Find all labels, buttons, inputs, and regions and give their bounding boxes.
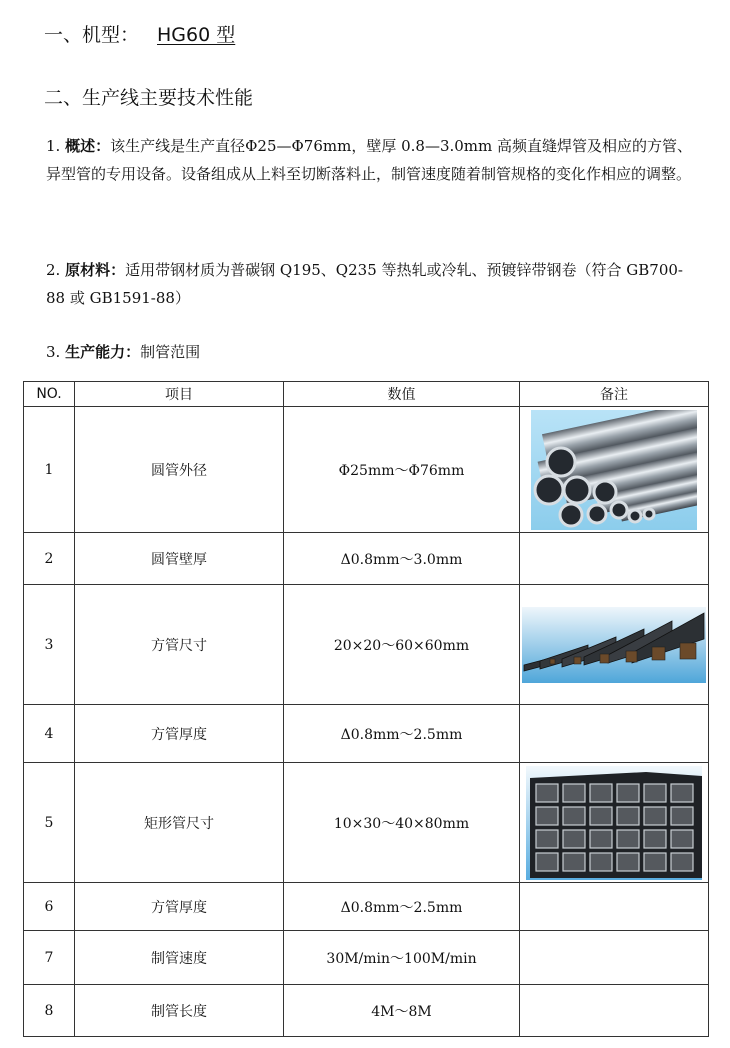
row-value: 20×20～60×60mm <box>284 585 520 705</box>
table-row <box>24 931 709 985</box>
table-row <box>24 533 709 585</box>
row-remark <box>520 985 709 1037</box>
row-item: 矩形管尺寸 <box>75 763 284 883</box>
model-name: HG60 型 <box>157 24 236 46</box>
header-item: 项目 <box>75 382 284 407</box>
square-tubes-photo <box>522 607 706 683</box>
table-row <box>24 763 709 883</box>
section-text: 适用带钢材质为普碳钢 Q195、Q235 等热轧或冷轧、预镀锌带钢卷（符合 GB700-88 或 GB1591-88） <box>46 261 683 307</box>
row-item: 方管厚度 <box>75 705 284 763</box>
section-label: 生产能力： <box>65 343 141 361</box>
row-item: 圆管壁厚 <box>75 533 284 585</box>
row-value: 4M～8M <box>284 985 520 1037</box>
section-raw-material <box>46 256 694 312</box>
row-item: 方管厚度 <box>75 883 284 931</box>
table-row <box>24 407 709 533</box>
section-number: 3. <box>46 343 61 361</box>
heading-model <box>44 20 235 47</box>
row-remark <box>520 533 709 585</box>
section-number: 1. <box>46 137 61 155</box>
section-text: 该生产线是生产直径Φ25—Φ76mm，壁厚 0.8—3.0mm 高频直缝焊管及相应的方管、异型管的专用设备。设备组成从上料至切断落料止，制管速度随着制管规格的变化作相应的调整。 <box>46 137 693 183</box>
row-no: 3 <box>24 585 75 705</box>
row-item: 圆管外径 <box>75 407 284 533</box>
row-no: 5 <box>24 763 75 883</box>
row-value: Φ25mm～Φ76mm <box>284 407 520 533</box>
round-pipes-photo <box>531 410 697 530</box>
table-header-row <box>24 382 709 407</box>
row-item: 制管速度 <box>75 931 284 985</box>
row-no: 8 <box>24 985 75 1037</box>
section-overview <box>46 132 694 188</box>
row-no: 1 <box>24 407 75 533</box>
spec-table <box>23 381 709 1037</box>
section-text: 制管范围 <box>140 343 201 361</box>
row-remark <box>520 585 709 705</box>
row-value: Δ0.8mm～3.0mm <box>284 533 520 585</box>
header-value: 数值 <box>284 382 520 407</box>
row-no: 2 <box>24 533 75 585</box>
row-remark <box>520 763 709 883</box>
table-row <box>24 585 709 705</box>
row-value: Δ0.8mm～2.5mm <box>284 705 520 763</box>
heading-model-prefix: 一、机型： <box>44 24 140 46</box>
header-remark: 备注 <box>520 382 709 407</box>
row-item: 制管长度 <box>75 985 284 1037</box>
table-row <box>24 985 709 1037</box>
heading-performance: 二、生产线主要技术性能 <box>44 87 254 109</box>
header-no: NO. <box>24 382 75 407</box>
row-remark <box>520 407 709 533</box>
row-no: 7 <box>24 931 75 985</box>
row-no: 4 <box>24 705 75 763</box>
section-label: 概述： <box>65 137 111 155</box>
row-value: 30M/min～100M/min <box>284 931 520 985</box>
section-number: 2. <box>46 261 61 279</box>
row-remark <box>520 883 709 931</box>
row-remark <box>520 705 709 763</box>
table-row <box>24 883 709 931</box>
row-no: 6 <box>24 883 75 931</box>
section-capacity <box>46 338 694 366</box>
row-item: 方管尺寸 <box>75 585 284 705</box>
row-remark <box>520 931 709 985</box>
row-value: 10×30～40×80mm <box>284 763 520 883</box>
table-row <box>24 705 709 763</box>
section-label: 原材料： <box>65 261 126 279</box>
row-value: Δ0.8mm～2.5mm <box>284 883 520 931</box>
rectangular-tubes-photo <box>526 766 702 880</box>
